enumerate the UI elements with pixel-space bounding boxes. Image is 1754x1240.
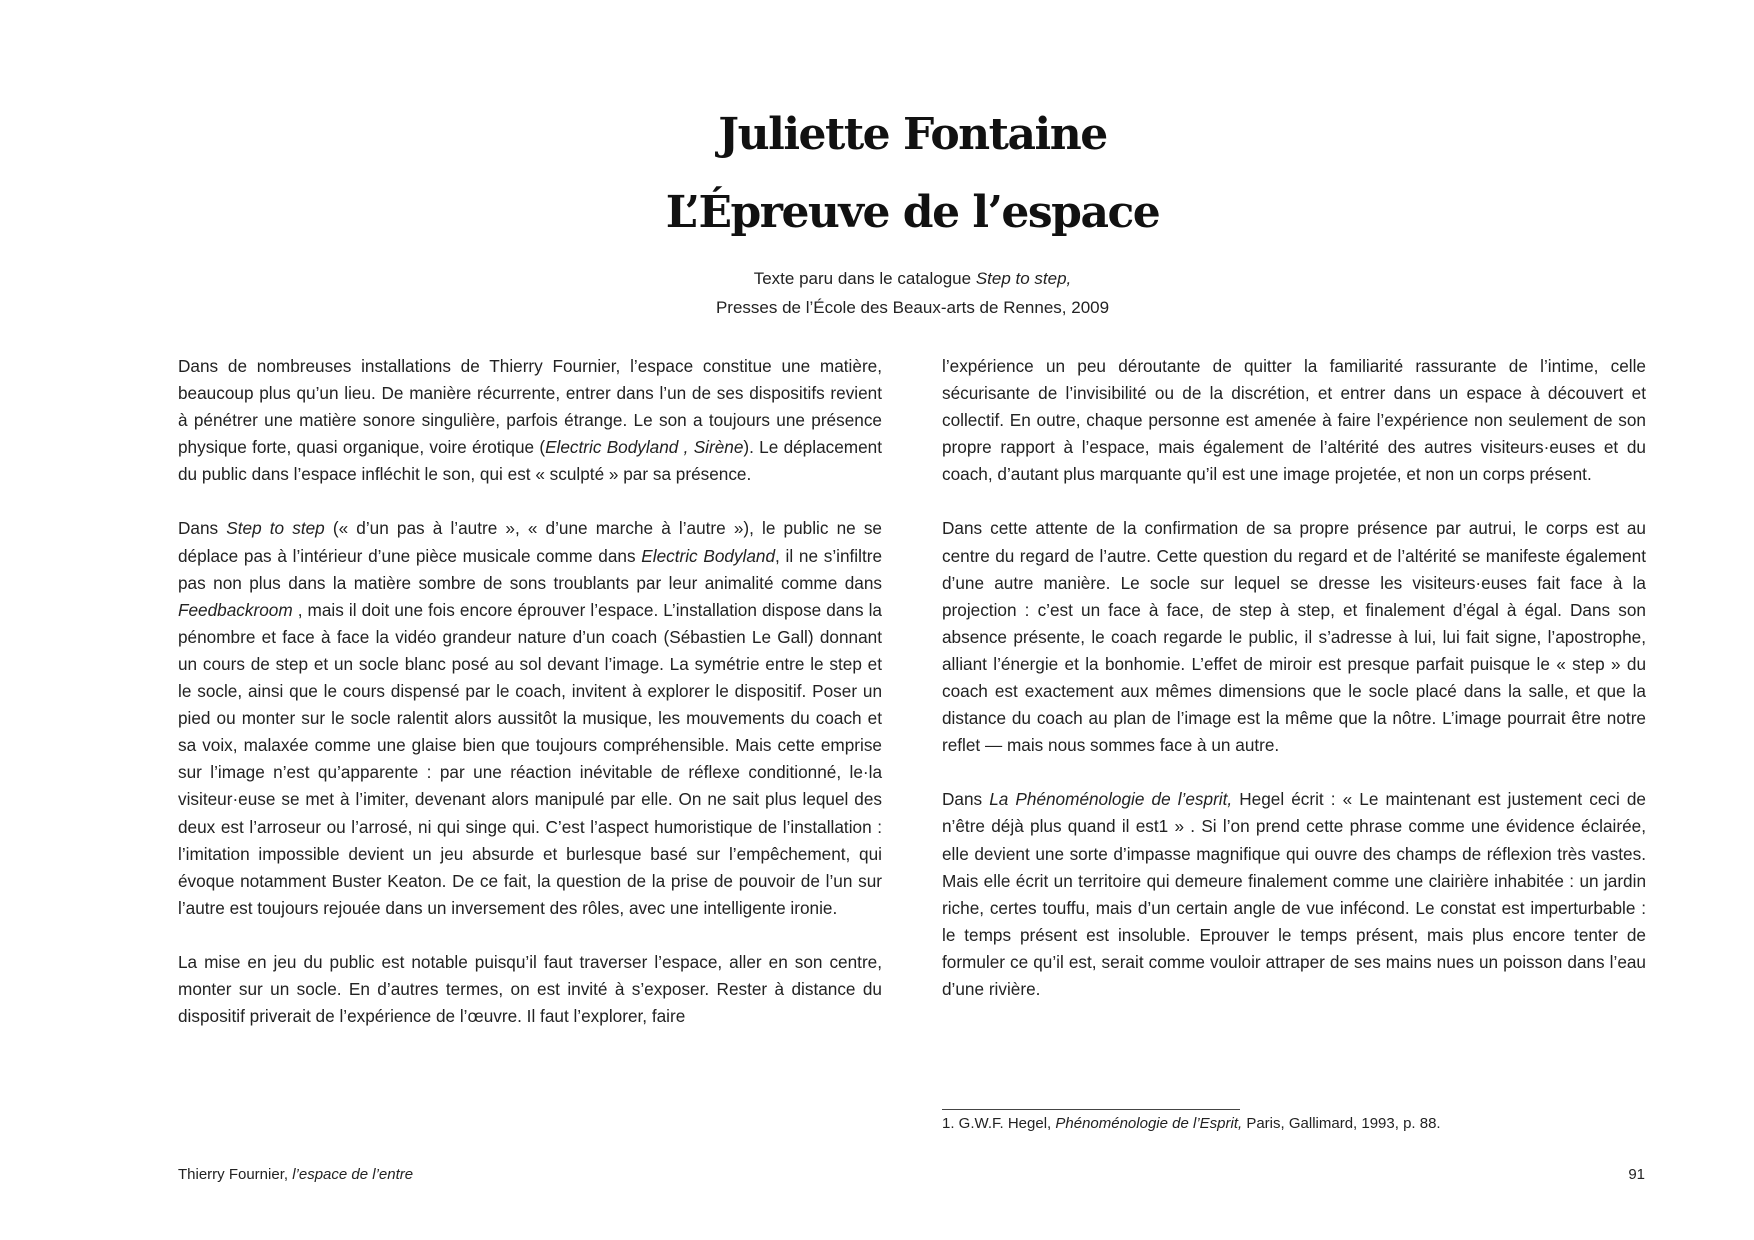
footnote-text: 1. G.W.F. Hegel,: [942, 1115, 1056, 1132]
paragraph-text: , mais il doit une fois encore éprouver l’espace. L’installation dispose dans la pénombre et face à face la vidéo grandeur nature d’un coach (Sébastien Le Gall) donnant un cours de step et un socle blanc posé au sol devant l’image. La symétrie entre le step et le socle, ainsi que le cours dispensé par le coach, invitent à explorer le dispositif. Poser un pied ou monter sur le socle ralentit alors aussitôt la musique, les mouvements du coach et sa voix, malaxée comme une glaise bien que toujours compréhensible. Mais cette emprise sur l’image n’est qu’apparente : par une réaction inévitable de réflexe conditionné, le·la visiteur·euse se met à l’imiter, devenant alors manipulé par elle. On ne sait plus lequel des deux est l’arroseur ou l’arrosé, ni qui singe qui. C’est l’aspect humoristique de l’installation : l’imitation impossible devient un jeu absurde et burlesque basé sur l’empêchement, qui évoque notamment Buster Keaton. De ce fait, la question de la prise de pouvoir de l’un sur l’autre est toujours rejouée dans un inversement des rôles, avec une intelligente ironie.: [178, 599, 882, 918]
source-catalogue-title: Step to step,: [975, 269, 1072, 288]
essay-title: L’Épreuve de l’espace: [665, 187, 1160, 238]
footnote: [942, 1113, 1441, 1135]
footnote-divider: [942, 1109, 1240, 1110]
source-line-2: Presses de l’École des Beaux-arts de Rennes, 2009: [715, 298, 1110, 317]
right-column: [942, 353, 1646, 1030]
footnote-book-title: Phénoménologie de l’Esprit,: [1055, 1115, 1243, 1132]
author-name: Juliette Fontaine: [718, 109, 1107, 160]
paragraph-text: Dans: [178, 518, 227, 539]
paragraph-text: Dans: [942, 789, 990, 810]
paragraph-text: Hegel écrit : « Le maintenant est justement ceci de n’être déjà plus quand il est1 » . Si l’on prend cette phrase comme une évidence éclairée, elle devient une sorte d’impasse magnifique qui ouvre des champs de réflexion très vastes. Mais elle écrit un territoire qui demeure finalement comme une clairière inhabitée : un jardin riche, certes touffu, mais d’un certain angle de vue infécond. Le constat est imperturbable : le temps présent est insoluble. Eprouver le temps présent, mais plus encore tenter de formuler ce qu’il est, serait comme vouloir attraper de ses mains nues un poisson dans l’eau d’une rivière.: [942, 789, 1646, 999]
source-line-1: [0, 264, 1754, 293]
paragraph-text: Dans de nombreuses installations de Thierry Fournier, l’espace constitue une matière, beaucoup plus qu’un lieu. De manière récurrente, entrer dans l’un de ses dispositifs revient à pénétrer une matière sonore singulière, parfois étrange. Le son a toujours une présence physique forte, quasi organique, voire érotique (: [178, 356, 882, 458]
source-prefix: Texte paru dans le catalogue: [753, 269, 976, 288]
paragraph-text: (« d’un pas à l’autre », « d’une marche à l’autre »), le public ne se déplace pas à l’intérieur d’une pièce musicale comme dans: [178, 518, 882, 566]
running-footer: [178, 1164, 413, 1186]
paragraph-text: , il ne s’infiltre pas non plus dans la matière sombre de sons troublants par leur animalité comme dans: [178, 545, 883, 593]
source-note: [0, 264, 1754, 322]
paragraph: [942, 786, 1646, 1003]
paragraph: La mise en jeu du public est notable puisqu’il faut traverser l’espace, aller en son centre, monter sur un socle. En d’autres termes, on est invité à s’exposer. Rester à distance du dispositif priverait de l’expérience de l’œuvre. Il faut l’explorer, faire: [178, 951, 882, 1027]
paragraph: [178, 353, 882, 488]
footnote-text: Paris, Gallimard, 1993, p. 88.: [1242, 1115, 1441, 1132]
left-column: [178, 353, 882, 1057]
paragraph: [178, 515, 882, 921]
footer-author: Thierry Fournier,: [178, 1166, 293, 1183]
page-number: 91: [1628, 1166, 1645, 1183]
paragraph-text: ). Le déplacement du public dans l’espace infléchit le son, qui est « sculpté » par sa présence.: [178, 437, 882, 485]
work-title: Electric Bodyland , Sirène: [545, 437, 744, 458]
work-title: Feedbackroom: [178, 599, 293, 620]
work-title: La Phénoménologie de l’esprit,: [989, 789, 1233, 810]
footer-book-title: l’espace de l’entre: [292, 1166, 414, 1183]
paragraph: Dans cette attente de la confirmation de sa propre présence par autrui, le corps est au centre du regard de l’autre. Cette question du regard et de l’altérité se manifeste également d’une autre manière. Le socle sur lequel se dresse les visiteurs·euses fait face à la projection : c’est un face à face, de step à step, et finalement d’égal à égal. Dans son absence présente, le coach regarde le public, il s’adresse à lui, lui fait signe, l’apostrophe, alliant l’énergie et la bonhomie. L’effet de miroir est presque parfait puisque le « step » du coach est exactement aux mêmes dimensions que le socle placé dans la salle, et que la distance du coach au plan de l’image est la même que la nôtre. L’image pourrait être notre reflet — mais nous sommes face à un autre.: [942, 518, 1646, 756]
paragraph: l’expérience un peu déroutante de quitter la familiarité rassurante de l’intime, celle sécurisante de l’invisibilité ou de la discrétion, et entrer dans un espace à découvert et collectif. En outre, chaque personne est amenée à faire l’expérience non seulement de son propre rapport à l’espace, mais également de l’altérité des autres visiteurs·euses et du coach, d’autant plus marquante qu’il est une image projetée, et non un corps présent.: [942, 356, 1646, 485]
work-title: Electric Bodyland: [641, 545, 776, 566]
work-title: Step to step: [226, 518, 325, 539]
